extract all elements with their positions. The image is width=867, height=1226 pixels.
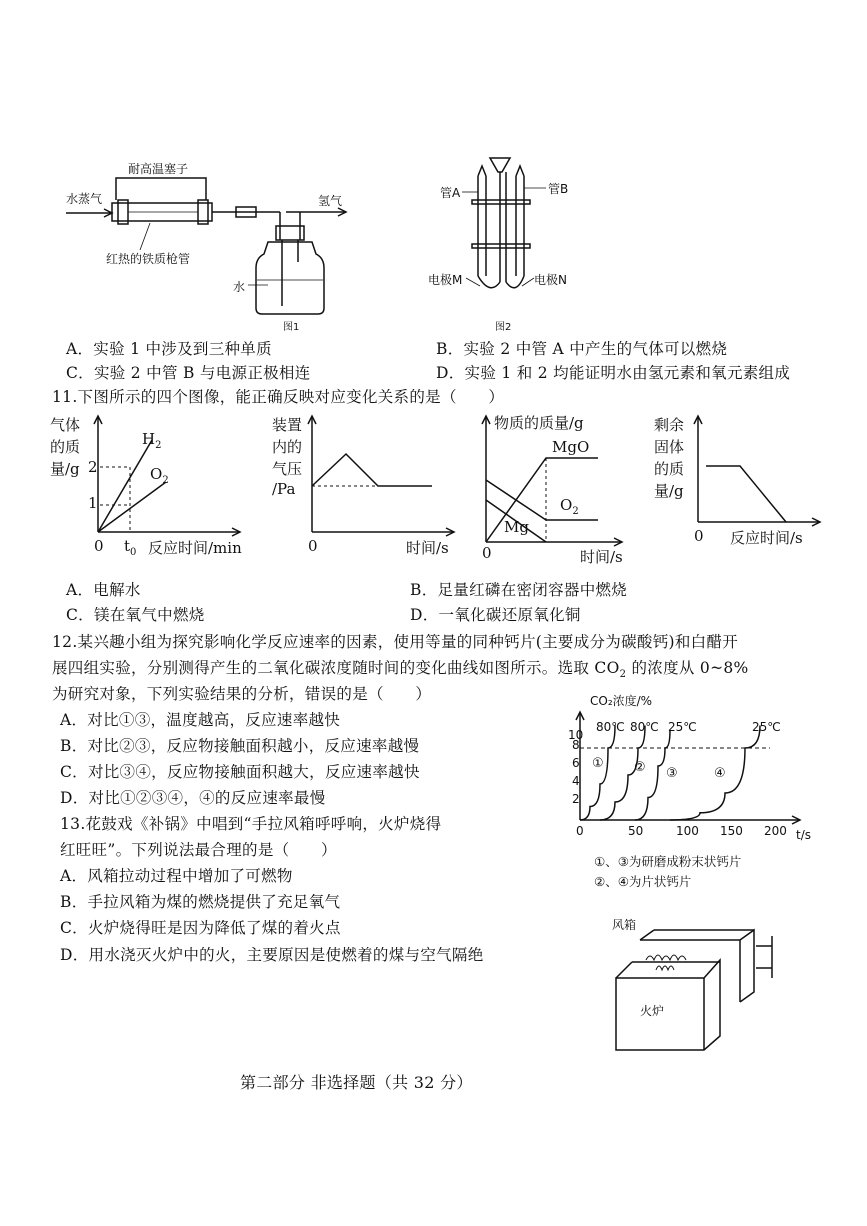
co2-ylabel: CO₂浓度/%: [590, 694, 653, 708]
hydrogen-label: 氢气: [318, 194, 343, 208]
g2-xlabel: 时间/s: [406, 539, 449, 557]
co2-ytick-6: 6: [572, 756, 580, 770]
g3-ylabel: 物质的质量/g: [494, 414, 584, 432]
q13-stem-line-1: 13.花鼓戏《补锅》中唱到“手拉风箱呼呼响，火炉烧得: [60, 815, 442, 833]
q13-stem-line-2: 红旺旺”。下列说法最合理的是（ ）: [60, 841, 337, 859]
g1-t0: $t_0$: [124, 537, 137, 558]
g3-mgo-label: MgO: [552, 438, 590, 456]
q13-option-a: A．风箱拉动过程中增加了可燃物: [60, 867, 293, 885]
g3-xlabel: 时间/s: [580, 548, 623, 566]
q10-option-a: A．实验 1 中涉及到三种单质: [66, 340, 272, 358]
q10-option-b: B．实验 2 中管 A 中产生的气体可以燃烧: [436, 340, 728, 358]
g4-ylabel-1: 剩余: [654, 416, 685, 434]
g3-o2-label: $O_2$: [560, 496, 579, 517]
co2-xlabel: t/s: [796, 828, 811, 842]
co2-xtick-50: 50: [628, 824, 644, 838]
co2-ytick-4: 4: [572, 774, 580, 788]
co2-curve-label-4: ④: [714, 766, 726, 781]
electrode-m-label: 电极M: [428, 273, 463, 287]
q12-option-d: D．对比①②③④，④的反应速率最慢: [60, 789, 326, 807]
figure-1-caption: 图1: [283, 322, 300, 333]
electrode-n-label: 电极N: [534, 273, 567, 287]
tube-a-label: 管A: [440, 186, 461, 200]
co2-temp-1: 80℃: [596, 720, 625, 734]
g2-ylabel-1: 装置: [272, 416, 303, 434]
q13-option-b: B．手拉风箱为煤的燃烧提供了充足氧气: [60, 893, 341, 911]
g1-ylabel-2: 的质: [50, 438, 81, 456]
g4-ylabel-2: 固体: [654, 438, 685, 456]
co2-note-2: ②、④为片状钙片: [594, 874, 692, 889]
q12-stem-line-3: 为研究对象，下列实验结果的分析，错误的是（ ）: [52, 685, 432, 703]
co2-xtick-100: 100: [676, 824, 699, 838]
co2-note-1: ①、③为研磨成粉末状钙片: [594, 854, 742, 869]
g1-h2-label: $H_2$: [142, 430, 162, 451]
q13-option-d: D．用水浇灭火炉中的火，主要原因是使燃着的煤与空气隔绝: [60, 946, 484, 964]
stopper-label: 耐高温塞子: [128, 162, 189, 176]
g1-ylabel-1: 气体: [50, 416, 81, 434]
co2-temp-4: 25℃: [752, 720, 781, 734]
co2-ytick-2: 2: [572, 792, 580, 806]
g2-ylabel-4: /Pa: [272, 480, 296, 498]
co2-xtick-200: 200: [764, 824, 787, 838]
g3-mg-label: Mg: [504, 518, 529, 536]
g4-ylabel-3: 的质: [654, 460, 685, 478]
q12-option-a: A．对比①③，温度越高，反应速率越快: [60, 711, 341, 729]
co2-curve-label-2: ②: [634, 760, 646, 775]
furnace-label: 火炉: [640, 1004, 665, 1018]
co2-temp-2: 80℃: [630, 720, 659, 734]
q11-option-a: A．电解水: [66, 581, 141, 599]
g1-ylabel-3: 量/g: [50, 460, 80, 478]
g1-tick-2: 2: [88, 458, 98, 476]
water-label: 水: [233, 280, 246, 294]
co2-ytick-10: 10: [568, 728, 584, 742]
g1-o2-label: $O_2$: [150, 465, 169, 486]
q11-option-b: B．足量红磷在密闭容器中燃烧: [410, 581, 628, 599]
co2-curve-label-3: ③: [666, 766, 678, 781]
g2-ylabel-2: 内的: [272, 438, 303, 456]
co2-xtick-0: 0: [576, 824, 584, 838]
g4-origin: 0: [694, 527, 704, 545]
g4-xlabel: 反应时间/s: [730, 529, 803, 547]
g3-origin: 0: [482, 544, 492, 562]
q11-stem: 11.下图所示的四个图像，能正确反映对应变化关系的是（ ）: [52, 388, 505, 406]
g4-ylabel-4: 量/g: [654, 482, 684, 500]
g1-xlabel: 反应时间/min: [148, 539, 242, 557]
q10-option-c: C．实验 2 中管 B 与电源正极相连: [66, 364, 311, 382]
q11-option-d: D．一氧化碳还原氧化铜: [410, 606, 581, 624]
figure-2-caption: 图2: [495, 322, 512, 333]
g1-origin: 0: [94, 537, 104, 555]
co2-xtick-150: 150: [720, 824, 743, 838]
part-2-heading: 第二部分 非选择题（共 32 分）: [240, 1073, 473, 1092]
q12-option-b: B．对比②③，反应物接触面积越小，反应速率越慢: [60, 737, 420, 755]
tube-b-label: 管B: [548, 182, 569, 196]
q12-stem-line-1: 12.某兴趣小组为探究影响化学反应速率的因素，使用等量的同种钙片(主要成分为碳酸钙)和白醋开: [52, 633, 739, 651]
co2-ytick-8: 8: [572, 738, 580, 752]
q12-option-c: C．对比③④，反应物接触面积越大，反应速率越快: [60, 763, 420, 781]
q11-option-c: C．镁在氧气中燃烧: [66, 606, 205, 624]
q13-option-c: C．火炉烧得旺是因为降低了煤的着火点: [60, 919, 341, 937]
steam-label: 水蒸气: [66, 192, 103, 206]
q12-stem-line-2: 展四组实验，分别测得产生的二氧化碳浓度随时间的变化曲线如图所示。选取 $CO_2$ 的浓度从 0~8%: [52, 659, 749, 681]
g1-tick-1: 1: [88, 494, 98, 512]
q10-option-d: D．实验 1 和 2 均能证明水由氢元素和氧元素组成: [436, 364, 791, 382]
bellows-label: 风箱: [612, 918, 637, 932]
gun-barrel-label: 红热的铁质枪管: [106, 252, 191, 266]
co2-temp-3: 25℃: [668, 720, 697, 734]
co2-curve-label-1: ①: [592, 756, 604, 771]
g2-ylabel-3: 气压: [272, 460, 303, 478]
g2-origin: 0: [308, 537, 318, 555]
